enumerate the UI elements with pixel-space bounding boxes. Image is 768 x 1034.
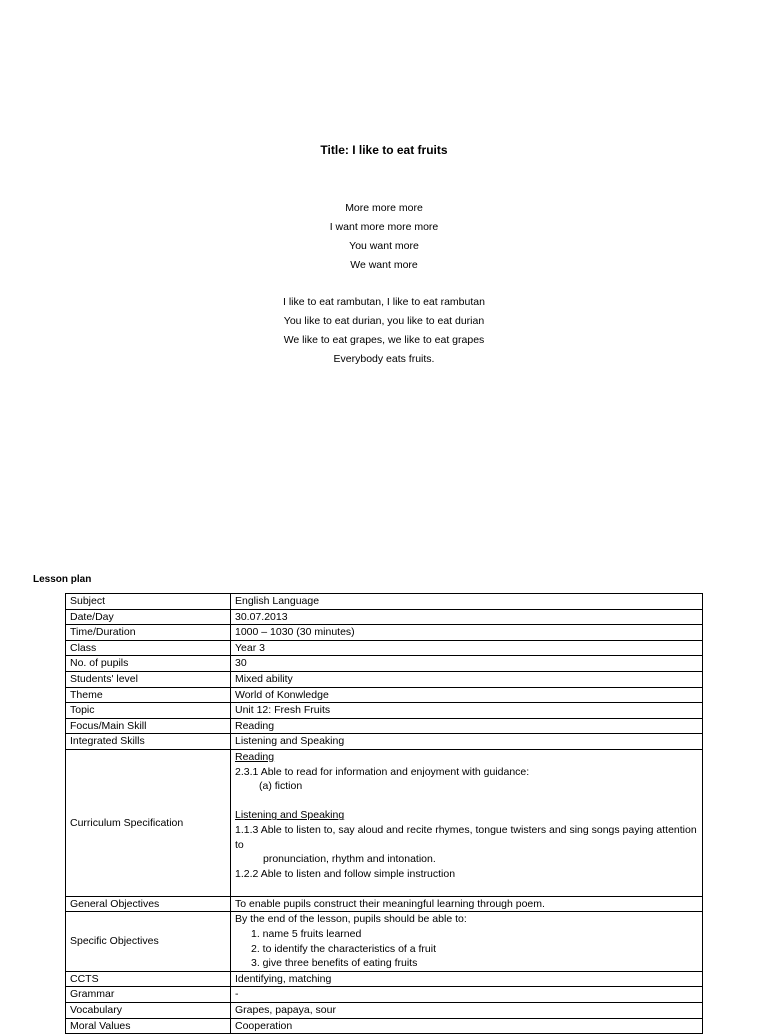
table-row [66,640,703,656]
listening-speaking-subheading: Listening and Speaking [235,809,345,822]
table-row [66,734,703,750]
curriculum-line: 1.2.2 Able to listen and follow simple instruction [235,867,456,880]
row-label: General Objectives [66,896,231,912]
table-row [66,703,703,719]
curriculum-line: 2.3.1 Able to read for information and enjoyment with guidance: [235,765,530,778]
row-value: Identifying, matching [231,971,703,987]
spacer [235,881,698,896]
row-value: Year 3 [231,640,703,656]
poem-line: I like to eat rambutan, I like to eat rambutan [283,296,485,308]
table-row [66,687,703,703]
list-item: 2. to identify the characteristics of a fruit [251,942,437,955]
row-value: Mixed ability [231,671,703,687]
table-row [66,971,703,987]
poem-line: Everybody eats fruits. [333,353,435,365]
curriculum-line: 1.1.3 Able to listen to, say aloud and recite rhymes, tongue twisters and sing songs paying attention to [235,823,697,851]
poem-line: More more more [345,202,423,214]
row-value: 30.07.2013 [231,609,703,625]
row-label: Vocabulary [66,1003,231,1019]
reading-subheading: Reading [235,750,275,763]
row-label: Specific Objectives [66,912,231,971]
list-item: 3. give three benefits of eating fruits [251,957,418,970]
row-label: Moral Values [66,1018,231,1034]
table-row-curriculum [66,749,703,896]
row-label: Topic [66,703,231,719]
row-label: Time/Duration [66,625,231,641]
table-row [66,987,703,1003]
row-value: Unit 12: Fresh Fruits [231,703,703,719]
objectives-intro: By the end of the lesson, pupils should be able to: [235,913,467,926]
row-label: Students' level [66,671,231,687]
poem-stanza-1 [0,199,768,275]
row-label: Grammar [66,987,231,1003]
table-row [66,1003,703,1019]
table-row [66,896,703,912]
spacer [235,794,698,809]
row-label: Theme [66,687,231,703]
row-label: Integrated Skills [66,734,231,750]
lesson-plan-heading: Lesson plan [33,574,92,585]
document-title: Title: I like to eat fruits [320,143,448,157]
row-value: World of Konwledge [231,687,703,703]
row-value: Grapes, papaya, sour [231,1003,703,1019]
poem-line: We want more [350,259,418,271]
table-row [66,718,703,734]
row-label: No. of pupils [66,656,231,672]
row-value [231,749,703,896]
lesson-plan-table [65,593,703,1034]
row-value: Listening and Speaking [231,734,703,750]
poem-line: You want more [349,240,419,252]
table-row-specific-objectives [66,912,703,971]
curriculum-line: (a) fiction [259,780,303,793]
row-value: Cooperation [231,1018,703,1034]
row-value [231,912,703,971]
curriculum-line: pronunciation, rhythm and intonation. [263,853,436,866]
table-row [66,594,703,610]
row-value: Reading [231,718,703,734]
row-value: - [231,987,703,1003]
row-label: Focus/Main Skill [66,718,231,734]
table-row [66,1018,703,1034]
poem-stanza-2 [0,293,768,369]
row-label: Date/Day [66,609,231,625]
poem-line: I want more more more [329,221,439,233]
list-item: 1. name 5 fruits learned [251,928,362,941]
table-row [66,609,703,625]
poem-line: We like to eat grapes, we like to eat grapes [283,334,485,346]
row-label: Subject [66,594,231,610]
table-row [66,656,703,672]
row-label: Curriculum Specification [66,749,231,896]
table-row [66,671,703,687]
row-label: CCTS [66,971,231,987]
table-row [66,625,703,641]
row-label: Class [66,640,231,656]
row-value: To enable pupils construct their meaningful learning through poem. [231,896,703,912]
poem-line: You like to eat durian, you like to eat durian [283,315,485,327]
row-value: English Language [231,594,703,610]
row-value: 30 [231,656,703,672]
row-value: 1000 – 1030 (30 minutes) [231,625,703,641]
